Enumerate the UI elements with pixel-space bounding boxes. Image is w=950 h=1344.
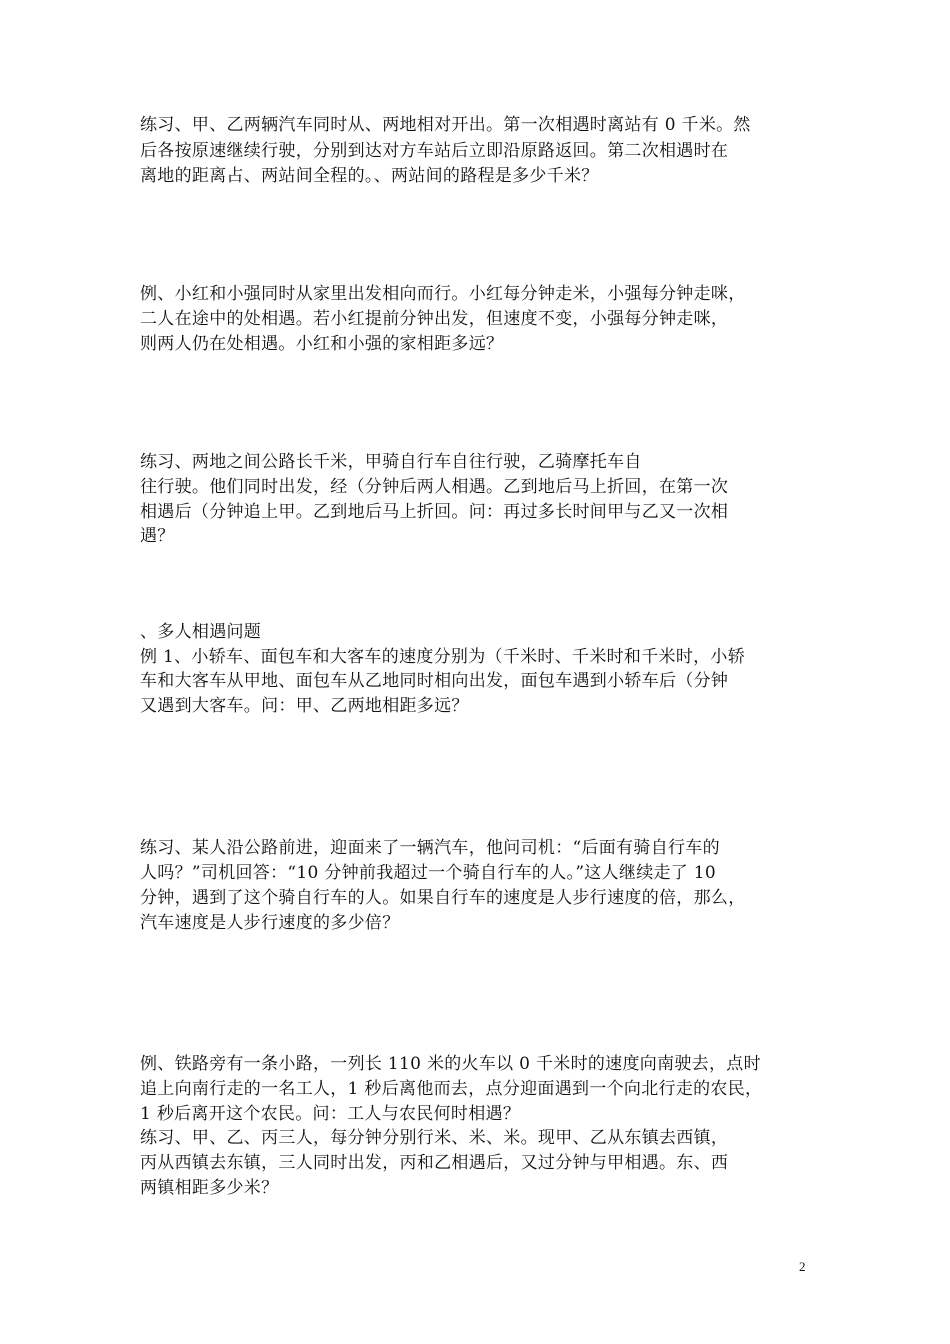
text-line: 相遇后（分钟追上甲。乙到地后马上折回。问：再过多长时间甲与乙又一次相 — [140, 502, 729, 522]
text-line: 练习、甲、乙两辆汽车同时从、两地相对开出。第一次相遇时离站有 0 千米。然 — [140, 115, 751, 135]
text-line: 丙从西镇去东镇，三人同时出发，丙和乙相遇后，又过分钟与甲相遇。东、西 — [140, 1153, 729, 1173]
text-line: 两镇相距多少米？ — [140, 1178, 279, 1198]
text-line: 人吗？”司机回答：“10 分钟前我超过一个骑自行车的人。”这人继续走了 10 — [140, 863, 717, 883]
text-line: 追上向南行走的一名工人，1 秒后离他而去，点分迎面遇到一个向北行走的农民， — [140, 1079, 763, 1099]
text-line: 则两人仍在处相遇。小红和小强的家相距多远？ — [140, 334, 504, 354]
text-line: 1 秒后离开这个农民。问：工人与农民何时相遇？ — [140, 1104, 521, 1124]
text-line: 分钟，遇到了这个骑自行车的人。如果自行车的速度是人步行速度的倍，那么， — [140, 888, 746, 908]
text-line: 练习、两地之间公路长千米，甲骑自行车自往行驶，乙骑摩托车自 — [140, 452, 642, 472]
text-line: 二人在途中的处相遇。若小红提前分钟出发，但速度不变，小强每分钟走咪， — [140, 309, 729, 329]
text-line: 例、小红和小强同时从家里出发相向而行。小红每分钟走米，小强每分钟走咪， — [140, 284, 746, 304]
page-number: 2 — [799, 1259, 806, 1274]
text-line: 遇？ — [140, 526, 175, 546]
text-line: 往行驶。他们同时出发，经（分钟后两人相遇。乙到地后马上折回，在第一次 — [140, 477, 729, 497]
text-line: 例 1、小轿车、面包车和大客车的速度分别为（千米时、千米时和千米时，小轿 — [140, 647, 746, 667]
text-line: 车和大客车从甲地、面包车从乙地同时相向出发，面包车遇到小轿车后（分钟 — [140, 671, 729, 691]
section-heading: 、多人相遇问题 — [140, 622, 262, 642]
text-line: 离地的距离占、两站间全程的。、两站间的路程是多少千米？ — [140, 166, 599, 186]
text-line: 后各按原速继续行驶，分别到达对方车站后立即沿原路返回。第二次相遇时在 — [140, 141, 729, 161]
text-line: 又遇到大客车。问：甲、乙两地相距多远？ — [140, 696, 469, 716]
text-line: 汽车速度是人步行速度的多少倍？ — [140, 913, 400, 933]
text-line: 练习、甲、乙、丙三人，每分钟分别行米、米、米。现甲、乙从东镇去西镇， — [140, 1128, 729, 1148]
text-line: 例、铁路旁有一条小路，一列长 110 米的火车以 0 千米时的速度向南驶去，点时 — [140, 1054, 761, 1074]
text-line: 练习、某人沿公路前进，迎面来了一辆汽车，他问司机：“后面有骑自行车的 — [140, 838, 720, 858]
